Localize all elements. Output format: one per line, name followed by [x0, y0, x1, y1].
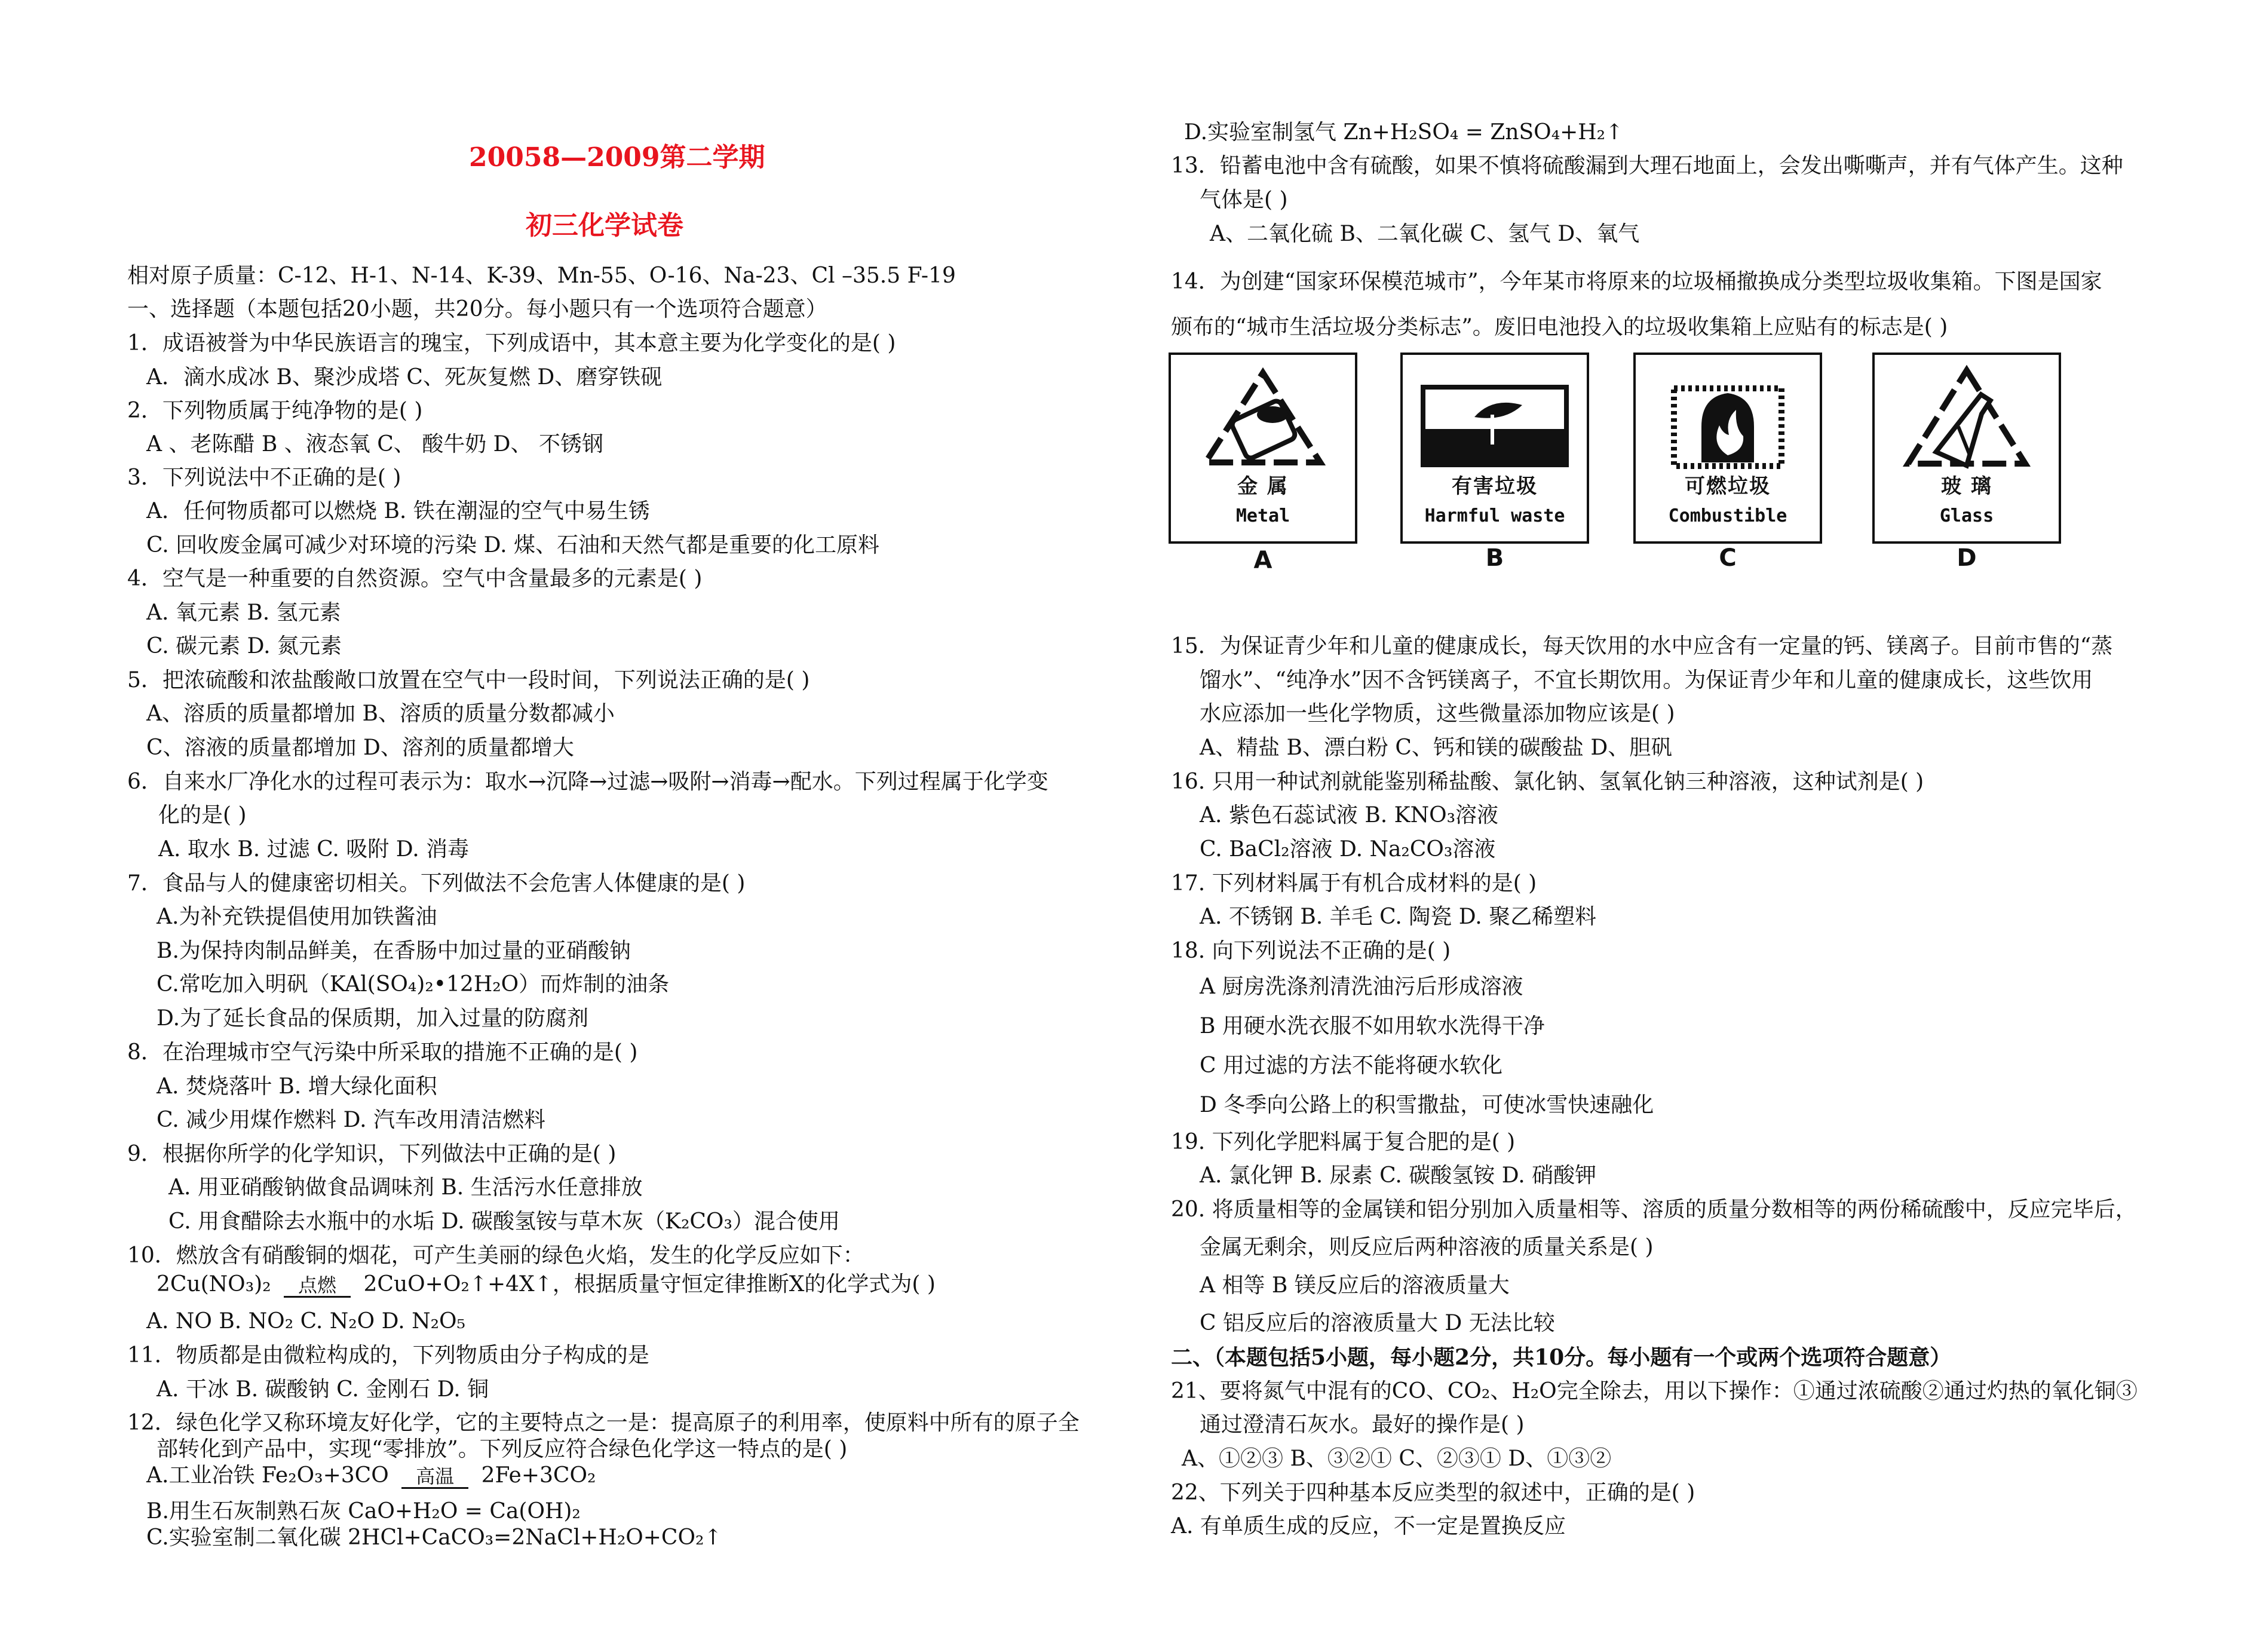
question-20: 20. 将质量相等的金属镁和铝分别加入质量相等、溶质的质量分数相等的两份稀硫酸中，反应完毕后， — [1171, 1197, 2137, 1222]
question-7-option-d: D.为了延长食品的保质期，加入过量的防腐剂 — [157, 1006, 589, 1031]
sign-harmful-label-en: Harmful waste — [1424, 505, 1565, 526]
section2-heading: 二、（本题包括5小题，每小题2分，共10分。每小题有一个或两个选项符合题意） — [1171, 1345, 1952, 1370]
question-1-options: A．滴水成冰 B、聚沙成塔 C、死灰复燃 D、磨穿铁砚 — [146, 365, 663, 390]
question-18-option-b: B 用硬水洗衣服不如用软水洗得干净 — [1200, 1014, 1545, 1038]
question-7-option-a: A.为补充铁提倡使用加铁酱油 — [157, 905, 437, 929]
question-15-cont2: 水应添加一些化学物质，这些微量添加物应该是( ) — [1200, 701, 1675, 726]
question-10: 10．燃放含有硝酸铜的烟花，可产生美丽的绿色火焰，发生的化学反应如下： — [127, 1243, 864, 1268]
question-20-options-ab: A 相等 B 镁反应后的溶液质量大 — [1200, 1273, 1510, 1298]
question-17: 17. 下列材料属于有机合成材料的是( ) — [1171, 871, 1537, 896]
question-14-cont: 颁布的“城市生活垃圾分类标志”。废旧电池投入的垃圾收集箱上应贴有的标志是( ) — [1171, 315, 1948, 339]
question-20-options-cd: C 铝反应后的溶液质量大 D 无法比较 — [1200, 1311, 1555, 1335]
sign-metal-label-cn: 金 属 — [1237, 474, 1289, 498]
q10-reactant: 2Cu(NO₃)₂ — [157, 1272, 271, 1297]
sign-harmful-waste[interactable] — [1400, 353, 1589, 544]
question-9-options-ab: A. 用亚硝酸钠做食品调味剂 B. 生活污水任意排放 — [168, 1175, 643, 1200]
question-12: 12．绿色化学又称环境友好化学，它的主要特点之一是：提高原子的利用率，使原料中所有的原子全 — [127, 1411, 1080, 1435]
question-3-options-cd: C. 回收废金属可减少对环境的污染 D. 煤、石油和天然气都是重要的化工原料 — [146, 533, 880, 557]
q10-products: 2CuO+O₂↑+4X↑，根据质量守恒定律推断X的化学式为( ) — [363, 1272, 936, 1297]
question-12-cont: 部转化到产品中，实现“零排放”。下列反应符合绿色化学这一特点的是( ) — [157, 1437, 848, 1461]
section1-heading: 一、选择题（本题包括20小题，共20分。每小题只有一个选项符合题意） — [127, 297, 827, 321]
question-21-options: A、①②③ B、③②① C、②③① D、①③② — [1182, 1446, 1612, 1471]
question-20-cont: 金属无剩余，则反应后两种溶液的质量关系是( ) — [1200, 1235, 1654, 1259]
q10-condition-arrow — [284, 1274, 351, 1298]
question-4-options-ab: A. 氧元素 B. 氢元素 — [146, 600, 341, 625]
question-13-options: A、二氧化硫 B、二氧化碳 C、氢气 D、氧气 — [1210, 222, 1640, 246]
q12a-products: 2Fe+3CO₂ — [481, 1463, 596, 1488]
q10-condition: 点燃 — [298, 1274, 337, 1297]
sign-glass[interactable] — [1872, 353, 2061, 544]
question-15: 15．为保证青少年和儿童的健康成长，每天饮用的水中应含有一定量的钙、镁离子。目前市售的“蒸 — [1171, 634, 2113, 658]
question-13: 13．铅蓄电池中含有硫酸，如果不慎将硫酸漏到大理石地面上，会发出嘶嘶声，并有气体产生。这种 — [1171, 154, 2123, 178]
question-12-option-a — [146, 1463, 596, 1489]
question-11: 11．物质都是由微粒构成的，下列物质由分子构成的是 — [127, 1343, 649, 1368]
question-9: 9．根据你所学的化学知识，下列做法中正确的是( ) — [127, 1142, 617, 1166]
question-16-options-cd: C. BaCl₂溶液 D. Na₂CO₃溶液 — [1200, 837, 1496, 862]
question-22-option-a: A. 有单质生成的反应，不一定是置换反应 — [1171, 1514, 1566, 1538]
question-14: 14．为创建“国家环保模范城市”，今年某市将原来的垃圾桶撤换成分类型垃圾收集箱。下图是国家 — [1171, 269, 2102, 294]
question-7-option-b: B.为保持肉制品鲜美，在香肠中加过量的亚硝酸钠 — [157, 939, 631, 963]
question-8-options-ab: A. 焚烧落叶 B. 增大绿化面积 — [157, 1074, 437, 1099]
sign-combustible[interactable] — [1633, 353, 1822, 544]
question-22: 22、下列关于四种基本反应类型的叙述中，正确的是( ) — [1171, 1481, 1695, 1505]
question-9-options-cd: C. 用食醋除去水瓶中的水垢 D. 碳酸氢铵与草木灰（K₂CO₃）混合使用 — [168, 1209, 840, 1234]
sign-letter-d: D — [1957, 544, 1977, 572]
question-18-option-d: D 冬季向公路上的积雪撒盐，可使冰雪快速融化 — [1200, 1093, 1654, 1117]
question-18-option-c: C 用过滤的方法不能将硬水软化 — [1200, 1053, 1502, 1078]
question-5: 5．把浓硫酸和浓盐酸敞口放置在空气中一段时间，下列说法正确的是( ) — [127, 668, 810, 692]
question-18: 18. 向下列说法不正确的是( ) — [1171, 939, 1451, 963]
question-4-options-cd: C. 碳元素 D. 氮元素 — [146, 634, 342, 658]
question-5-options-ab: A、溶质的质量都增加 B、溶质的质量分数都减小 — [146, 701, 615, 726]
question-15-cont1: 馏水”、“纯净水”因不含钙镁离子，不宜长期饮用。为保证青少年和儿童的健康成长，这些饮用 — [1200, 668, 2093, 692]
sign-letter-c: C — [1719, 544, 1737, 572]
glass-bottle-icon — [1875, 355, 2059, 474]
question-10-options: A. NO B. NO₂ C. N₂O D. N₂O₅ — [146, 1309, 465, 1334]
question-4: 4．空气是一种重要的自然资源。空气中含量最多的元素是( ) — [127, 566, 703, 591]
question-1: 1．成语被誉为中华民族语言的瑰宝，下列成语中，其本意主要为化学变化的是( ) — [127, 331, 896, 355]
question-18-option-a: A 厨房洗涤剂清洗油污后形成溶液 — [1200, 974, 1523, 999]
q12a-condition: 高温 — [416, 1465, 455, 1488]
sign-combustible-label-en: Combustible — [1668, 505, 1787, 526]
sign-glass-label-cn: 玻 璃 — [1941, 474, 1992, 498]
question-19: 19. 下列化学肥料属于复合肥的是( ) — [1171, 1130, 1516, 1154]
sign-metal[interactable] — [1169, 353, 1357, 544]
harmful-waste-icon — [1403, 355, 1587, 474]
question-5-options-cd: C、溶液的质量都增加 D、溶剂的质量都增大 — [146, 735, 574, 760]
sign-letter-b: B — [1485, 544, 1504, 572]
q12a-condition-arrow — [401, 1466, 468, 1489]
question-3: 3．下列说法中不正确的是( ) — [127, 465, 401, 490]
exam-title-year: 20058—2009第二学期 — [469, 142, 765, 173]
sign-harmful-label-cn: 有害垃圾 — [1452, 474, 1538, 498]
question-13-cont: 气体是( ) — [1200, 188, 1288, 212]
question-12-option-d: D.实验室制氢气 Zn+H₂SO₄ = ZnSO₄+H₂↑ — [1184, 120, 1624, 145]
question-2: 2．下列物质属于纯净物的是( ) — [127, 399, 423, 423]
question-12-option-c: C.实验室制二氧化碳 2HCl+CaCO₃=2NaCl+H₂O+CO₂↑ — [146, 1525, 722, 1550]
question-8: 8．在治理城市空气污染中所采取的措施不正确的是( ) — [127, 1040, 638, 1065]
question-16: 16. 只用一种试剂就能鉴别稀盐酸、氯化钠、氢氧化钠三种溶液，这种试剂是( ) — [1171, 770, 1924, 794]
question-11-options: A. 干冰 B. 碳酸钠 C. 金刚石 D. 铜 — [157, 1377, 489, 1402]
question-7-option-c: C.常吃加入明矾（KAl(SO₄)₂•12H₂O）而炸制的油条 — [157, 972, 670, 997]
question-2-options: A 、老陈醋 B 、液态氧 C、 酸牛奶 D、 不锈钢 — [146, 432, 603, 456]
question-19-options: A. 氯化钾 B. 尿素 C. 碳酸氢铵 D. 硝酸钾 — [1200, 1163, 1597, 1188]
question-6-options: A. 取水 B. 过滤 C. 吸附 D. 消毒 — [158, 837, 470, 862]
question-16-options-ab: A. 紫色石蕊试液 B. KNO₃溶液 — [1200, 803, 1499, 827]
question-12-option-b: B.用生石灰制熟石灰 CaO+H₂O = Ca(OH)₂ — [146, 1499, 581, 1524]
sign-letter-a: A — [1253, 547, 1272, 574]
sign-combustible-label-cn: 可燃垃圾 — [1685, 474, 1771, 498]
atomic-masses: 相对原子质量：C-12、H-1、N-14、K-39、Mn-55、O-16、Na-23、Cl –35.5 F-19 — [127, 263, 956, 288]
question-21: 21、要将氮气中混有的CO、CO₂、H₂O完全除去，用以下操作：①通过浓硫酸②通过灼热的氧化铜③ — [1171, 1379, 2138, 1403]
question-10-equation — [157, 1271, 936, 1298]
exam-title-subject: 初三化学试卷 — [526, 210, 683, 241]
question-7: 7．食品与人的健康密切相关。下列做法不会危害人体健康的是( ) — [127, 871, 746, 896]
question-3-options-ab: A．任何物质都可以燃烧 B. 铁在潮湿的空气中易生锈 — [146, 499, 650, 523]
sign-metal-label-en: Metal — [1235, 505, 1290, 526]
q12a-reactants: A.工业冶铁 Fe₂O₃+3CO — [146, 1463, 389, 1488]
question-21-cont: 通过澄清石灰水。最好的操作是( ) — [1200, 1412, 1525, 1437]
metal-recycle-icon — [1171, 355, 1355, 474]
sign-glass-label-en: Glass — [1939, 505, 1994, 526]
question-17-options: A. 不锈钢 B. 羊毛 C. 陶瓷 D. 聚乙稀塑料 — [1200, 905, 1597, 929]
question-6: 6．自来水厂净化水的过程可表示为：取水→沉降→过滤→吸附→消毒→配水。下列过程属于化学变 — [127, 770, 1048, 794]
flame-icon — [1636, 355, 1820, 474]
question-15-options: A、精盐 B、漂白粉 C、钙和镁的碳酸盐 D、胆矾 — [1200, 735, 1673, 760]
question-6-cont: 化的是( ) — [158, 803, 247, 827]
question-8-options-cd: C. 减少用煤作燃料 D. 汽车改用清洁燃料 — [157, 1108, 546, 1132]
